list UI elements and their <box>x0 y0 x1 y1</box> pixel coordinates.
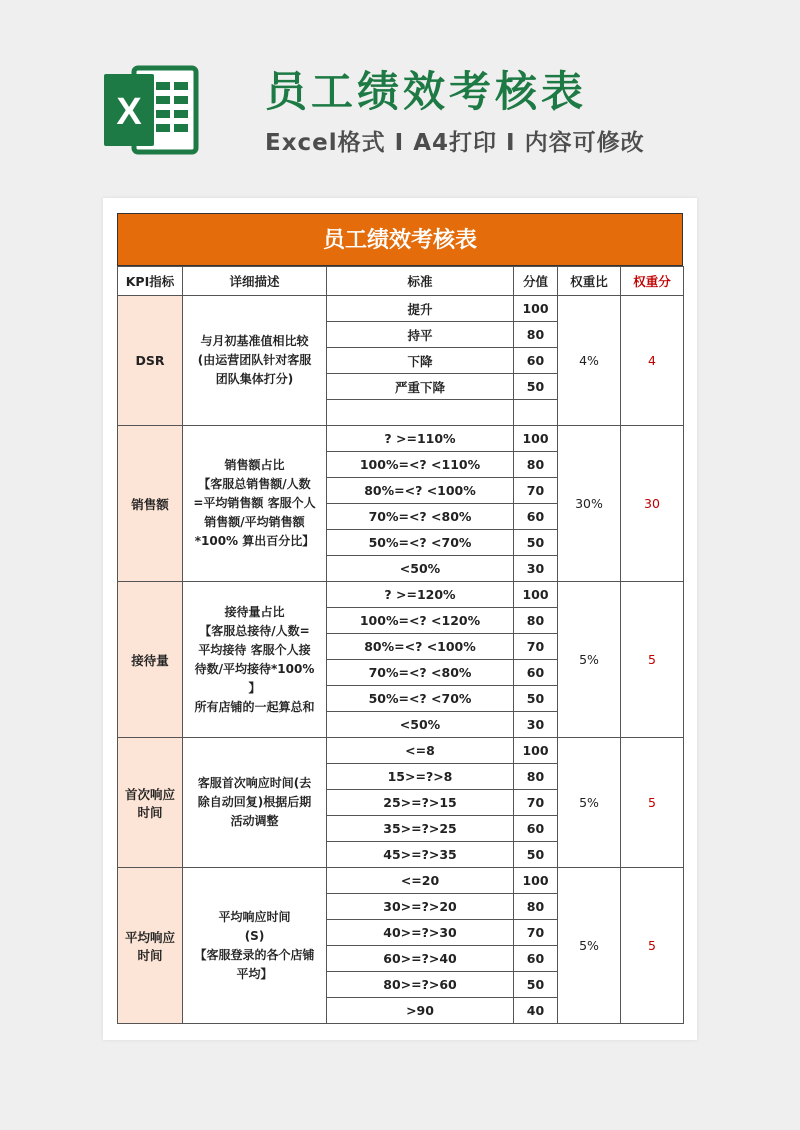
standard-cell: 下降 <box>327 348 514 374</box>
header <box>0 0 800 190</box>
weighted-score-cell: 30 <box>621 426 684 582</box>
standard-cell: 100%=<? <110% <box>327 452 514 478</box>
weight-ratio-cell: 30% <box>558 426 621 582</box>
weight-ratio-cell: 5% <box>558 868 621 1024</box>
description-cell <box>183 426 327 582</box>
description-cell <box>183 296 327 426</box>
standard-cell: ? >=120% <box>327 582 514 608</box>
score-cell: 100 <box>514 582 558 608</box>
score-cell: 60 <box>514 504 558 530</box>
score-cell: 100 <box>514 426 558 452</box>
kpi-name-line: 平均响应 <box>124 929 175 945</box>
score-cell: 50 <box>514 530 558 556</box>
score-cell: 70 <box>514 920 558 946</box>
score-cell: 60 <box>514 660 558 686</box>
score-cell: 100 <box>514 868 558 894</box>
header-row <box>118 267 684 296</box>
score-cell: 70 <box>514 478 558 504</box>
standard-cell: 100%=<? <120% <box>327 608 514 634</box>
standard-cell: 40>=?>30 <box>327 920 514 946</box>
page-title: 员工绩效考核表 <box>265 67 588 116</box>
score-cell: 60 <box>514 348 558 374</box>
kpi-name-line: 接待量 <box>131 652 169 668</box>
score-cell: 60 <box>514 946 558 972</box>
description-line: 【客服登录的各个店铺 <box>194 947 315 962</box>
standard-cell: ? >=110% <box>327 426 514 452</box>
description-line: 活动调整 <box>230 814 279 828</box>
kpi-name-cell <box>118 296 183 426</box>
weight-ratio-cell: 5% <box>558 582 621 738</box>
standard-cell: 严重下降 <box>327 374 514 400</box>
score-cell: 70 <box>514 634 558 660</box>
description-line: *100% 算出百分比】 <box>194 534 315 548</box>
description-line: 【客服总销售额/人数 <box>198 477 311 491</box>
column-header: 详细描述 <box>183 267 327 296</box>
description-line: 】 <box>248 680 261 695</box>
standard-cell: 45>=?>35 <box>327 842 514 868</box>
standard-cell: 提升 <box>327 296 514 322</box>
kpi-table <box>117 266 684 1024</box>
score-cell: 80 <box>514 764 558 790</box>
score-cell: 60 <box>514 816 558 842</box>
standard-cell: 50%=<? <70% <box>327 686 514 712</box>
description-cell <box>183 738 327 868</box>
kpi-name-line: 时间 <box>137 947 163 963</box>
weighted-score-cell: 5 <box>621 582 684 738</box>
score-cell: 80 <box>514 452 558 478</box>
standard-cell: 80%=<? <100% <box>327 634 514 660</box>
column-header: 权重分 <box>621 267 684 296</box>
description-line: 平均】 <box>236 966 273 981</box>
column-header: 分值 <box>514 267 558 296</box>
description-line: 接待量占比 <box>224 604 285 619</box>
score-cell: 50 <box>514 842 558 868</box>
description-line: 与月初基准值相比较 <box>200 334 309 348</box>
standard-cell: 80%=<? <100% <box>327 478 514 504</box>
weighted-score-cell: 5 <box>621 868 684 1024</box>
kpi-name-cell <box>118 738 183 868</box>
kpi-name-line: DSR <box>135 353 165 368</box>
score-cell: 30 <box>514 712 558 738</box>
column-header: KPI指标 <box>118 267 183 296</box>
weight-ratio-cell: 5% <box>558 738 621 868</box>
kpi-name-cell <box>118 582 183 738</box>
score-cell: 80 <box>514 322 558 348</box>
weighted-score-cell: 5 <box>621 738 684 868</box>
description-line: (S) <box>244 928 265 943</box>
standard-cell: <=20 <box>327 868 514 894</box>
table-row <box>118 296 684 322</box>
standard-cell: <50% <box>327 712 514 738</box>
description-line: 所有店铺的一起算总和 <box>194 699 315 714</box>
score-cell: 70 <box>514 790 558 816</box>
standard-cell: <50% <box>327 556 514 582</box>
description-line: =平均销售额 客服个人 <box>193 496 316 510</box>
standard-cell: 60>=?>40 <box>327 946 514 972</box>
standard-cell: 80>=?>60 <box>327 972 514 998</box>
column-header: 权重比 <box>558 267 621 296</box>
score-cell: 80 <box>514 894 558 920</box>
score-cell: 40 <box>514 998 558 1024</box>
score-cell: 30 <box>514 556 558 582</box>
standard-cell: >90 <box>327 998 514 1024</box>
sheet-title: 员工绩效考核表 <box>117 213 683 266</box>
description-line: 平均接待 客服个人接 <box>198 642 311 657</box>
description-cell <box>183 582 327 738</box>
score-cell <box>514 400 558 426</box>
standard-cell: 25>=?>15 <box>327 790 514 816</box>
description-line: 团队集体打分) <box>215 372 294 386</box>
standard-cell: 50%=<? <70% <box>327 530 514 556</box>
table-row <box>118 738 684 764</box>
description-line: 销售额/平均销售额 <box>204 515 305 529</box>
kpi-name-cell <box>118 426 183 582</box>
description-line: (由运营团队针对客服 <box>197 353 312 367</box>
standard-cell: 30>=?>20 <box>327 894 514 920</box>
score-cell: 100 <box>514 738 558 764</box>
score-cell: 100 <box>514 296 558 322</box>
score-cell: 50 <box>514 972 558 998</box>
standard-cell: 35>=?>25 <box>327 816 514 842</box>
table-row <box>118 582 684 608</box>
excel-icon <box>104 64 200 156</box>
description-line: 【客服总接待/人数= <box>199 623 310 638</box>
description-line: 除自动回复)根据后期 <box>197 795 312 809</box>
column-header: 标准 <box>327 267 514 296</box>
standard-cell: 持平 <box>327 322 514 348</box>
weighted-score-cell: 4 <box>621 296 684 426</box>
standard-cell: <=8 <box>327 738 514 764</box>
standard-cell: 15>=?>8 <box>327 764 514 790</box>
page-subtitle: Excel格式 I A4打印 I 内容可修改 <box>265 130 645 156</box>
table-row <box>118 426 684 452</box>
standard-cell: 70%=<? <80% <box>327 660 514 686</box>
weight-ratio-cell: 4% <box>558 296 621 426</box>
description-line: 待数/平均接待*100% <box>194 661 315 676</box>
description-line: 平均响应时间 <box>218 909 291 924</box>
score-cell: 50 <box>514 374 558 400</box>
kpi-name-line: 销售额 <box>131 496 169 512</box>
description-cell <box>183 868 327 1024</box>
description-line: 客服首次响应时间(去 <box>197 776 312 790</box>
standard-cell: 70%=<? <80% <box>327 504 514 530</box>
description-line: 销售额占比 <box>224 458 285 472</box>
table-row <box>118 868 684 894</box>
score-cell: 50 <box>514 686 558 712</box>
score-cell: 80 <box>514 608 558 634</box>
kpi-name-cell <box>118 868 183 1024</box>
kpi-name-line: 首次响应 <box>124 786 175 802</box>
svg-text:X: X <box>116 91 142 133</box>
standard-cell <box>327 400 514 426</box>
kpi-name-line: 时间 <box>137 804 163 820</box>
